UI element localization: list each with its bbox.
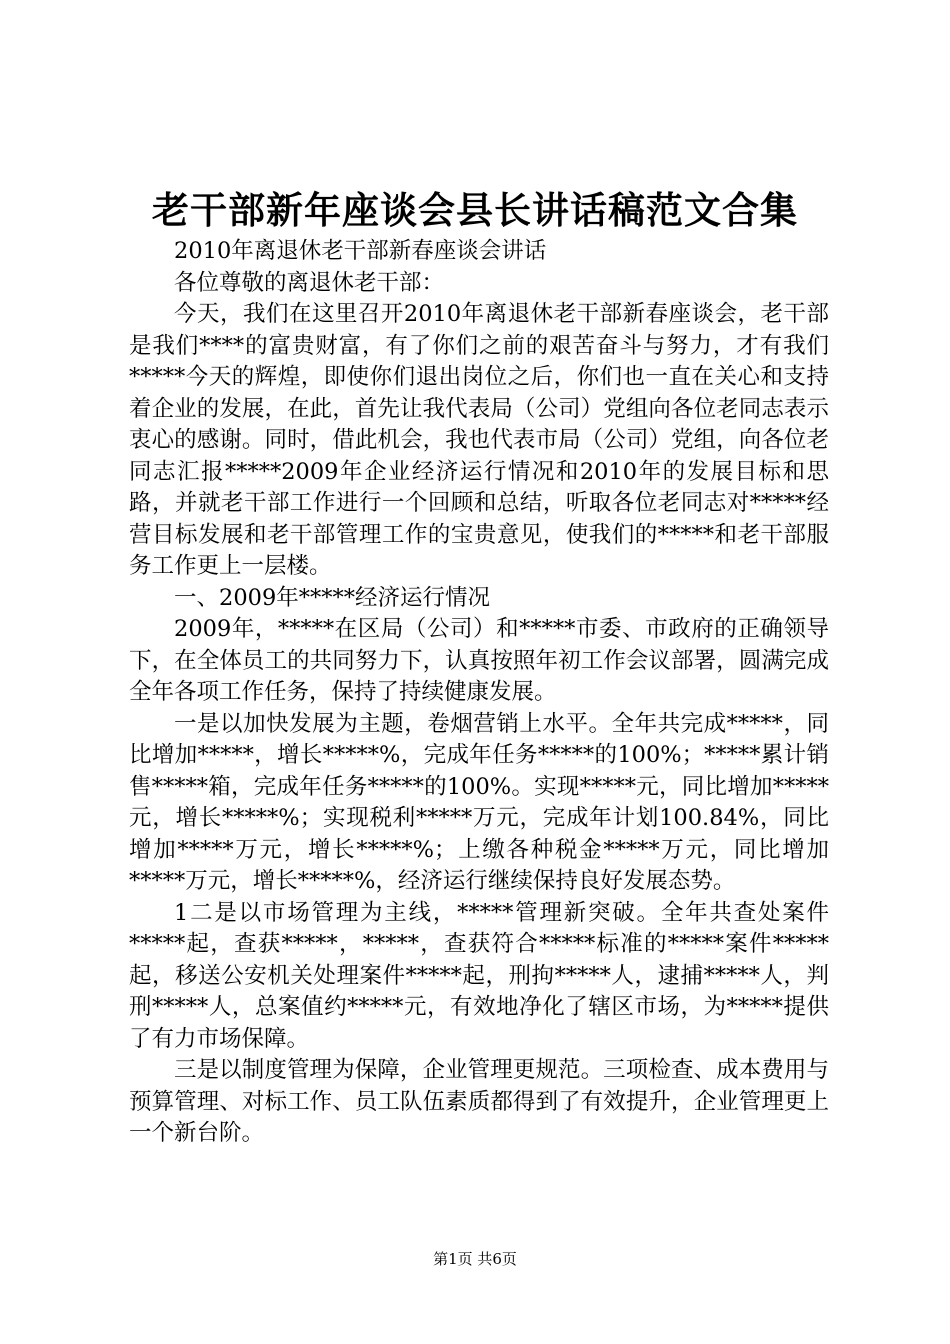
paragraph: 三是以制度管理为保障，企业管理更规范。三项检查、成本费用与预算管理、对标工作、员工队伍素质都得到了有效提升，企业管理更上一个新台阶。 xyxy=(129,1057,829,1146)
paragraph: 1二是以市场管理为主线，*****管理新突破。全年共查处案件*****起，查获*****，*****，查获符合*****标准的*****案件*****起，移送公安机关处理案件*****起，刑拘*****人，逮捕*****人，判刑*****人，总案值约*****元，有效地净化了辖区市场，为*****提供了有力市场保障。 xyxy=(129,899,829,1052)
document-title: 老干部新年座谈会县长讲话稿范文合集 xyxy=(152,188,798,232)
paragraph: 各位尊敬的离退休老干部： xyxy=(174,269,445,296)
paragraph: 2010年离退休老干部新春座谈会讲话 xyxy=(174,238,547,264)
page-footer: 第1页 共6页 xyxy=(433,1250,517,1268)
paragraph: 2009年，*****在区局（公司）和*****市委、市政府的正确领导下，在全体员工的共同努力下，认真按照年初工作会议部署，圆满完成全年各项工作任务，保持了持续健康发展。 xyxy=(129,616,829,705)
paragraph: 一是以加快发展为主题，卷烟营销上水平。全年共完成*****，同比增加*****，增长*****%，完成年任务*****的100%；*****累计销售*****箱，完成年任务*****的100%。实现*****元，同比增加*****元，增长*****%；实现税利*****万元，完成年计划100.84%，同比增加*****万元，增长*****%；上缴各种税金*****万元，同比增加*****万元，增长*****%，经济运行继续保持良好发展态势。 xyxy=(129,710,829,894)
document-body xyxy=(129,236,829,1150)
paragraph: 一、2009年*****经济运行情况 xyxy=(174,584,491,611)
paragraph: 今天，我们在这里召开2010年离退休老干部新春座谈会，老干部是我们****的富贵财富，有了你们之前的艰苦奋斗与努力，才有我们*****今天的辉煌，即使你们退出岗位之后，你们也一直在关心和支持着企业的发展，在此，首先让我代表局（公司）党组向各位老同志表示衷心的感谢。同时，借此机会，我也代表市局（公司）党组，向各位老同志汇报*****2009年企业经济运行情况和2010年的发展目标和思路，并就老干部工作进行一个回顾和总结，听取各位老同志对*****经营目标发展和老干部管理工作的宝贵意见，使我们的*****和老干部服务工作更上一层楼。 xyxy=(129,301,829,579)
